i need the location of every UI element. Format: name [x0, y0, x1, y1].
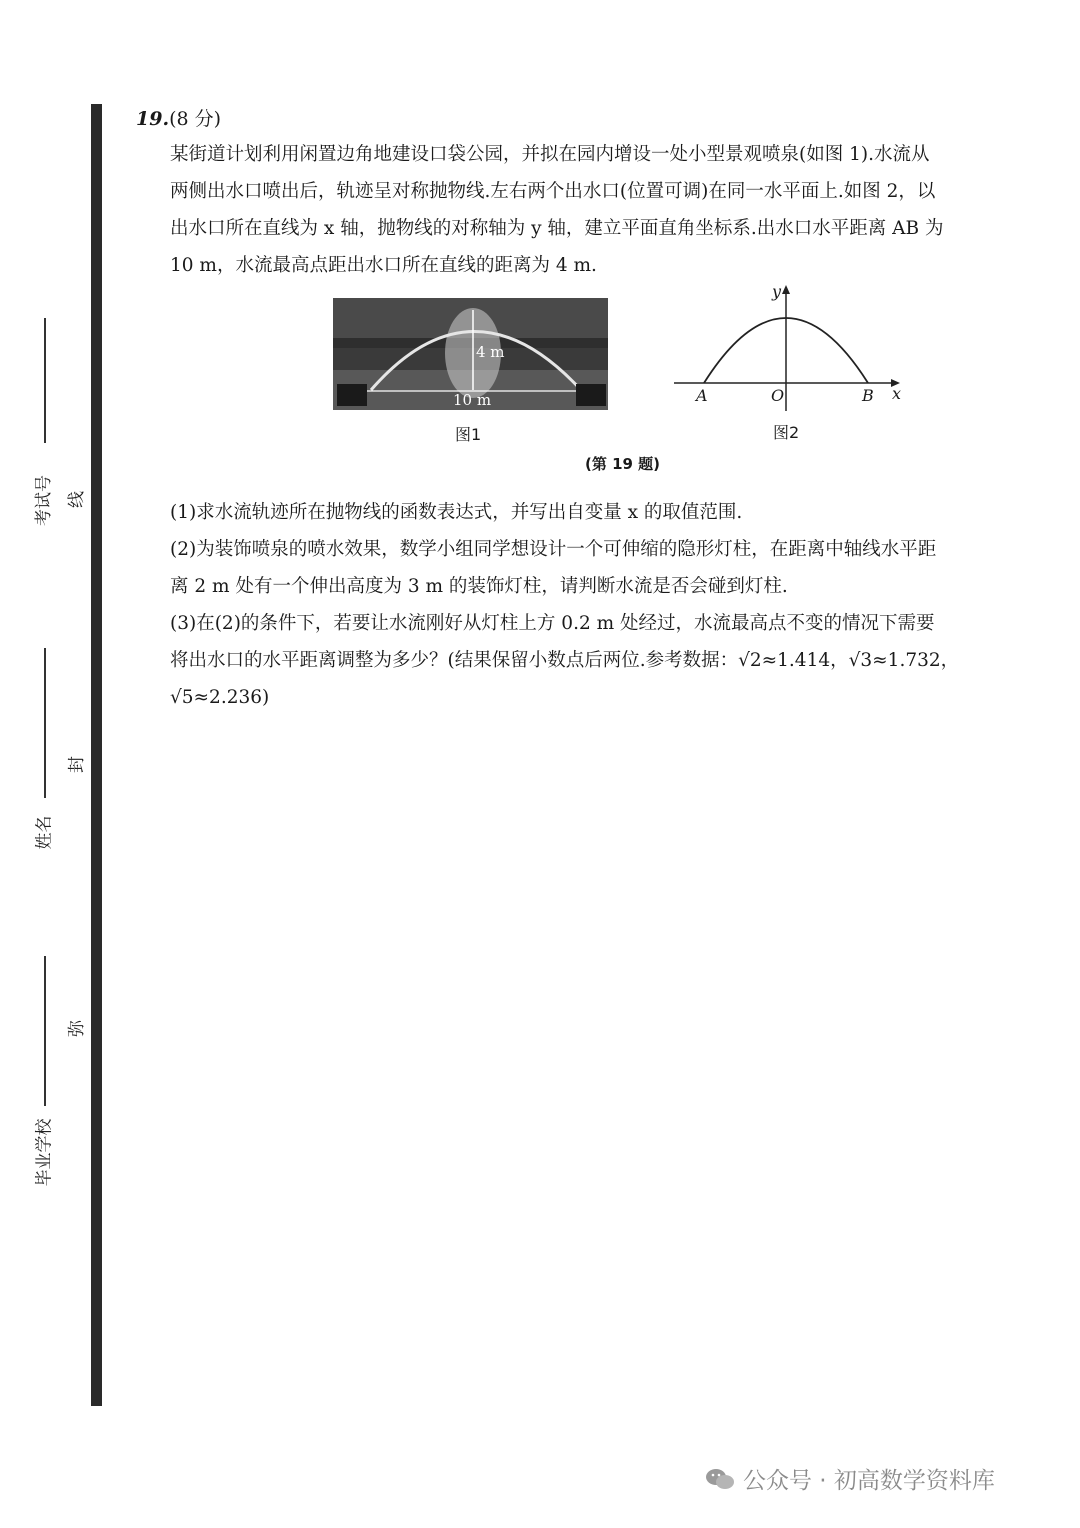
sub-question-3: (3)在(2)的条件下，若要让水流刚好从灯柱上方 0.2 m 处经过，水流最高点不变的情况下需要 — [170, 613, 935, 634]
exam-no-line — [44, 318, 46, 443]
question-points: (8 分) — [169, 108, 222, 130]
fig2-y-label: y — [772, 282, 782, 301]
sub-question-1: (1)求水流轨迹所在抛物线的函数表达式，并写出自变量 x 的取值范围. — [170, 502, 743, 523]
fig2-point-a: A — [696, 386, 708, 405]
question-stem — [170, 136, 1065, 284]
seal-line-char: 线 — [67, 491, 87, 508]
fig1-caption: 图1 — [455, 425, 482, 444]
wechat-icon — [705, 1467, 735, 1491]
exam-no-label: 考试号 — [34, 475, 54, 526]
sub-question-3-ref: √5≈2.236) — [170, 687, 270, 708]
sub-question-2-cont: 离 2 m 处有一个伸出高度为 3 m 的装饰灯柱，请判断水流是否会碰到灯柱. — [170, 576, 788, 597]
fig1-height-label: 4 m — [476, 343, 505, 361]
school-label: 毕业学校 — [34, 1118, 55, 1187]
watermark-text: 公众号 · 初高数学资料库 — [743, 1468, 995, 1494]
seal-mi-char: 弥 — [67, 1020, 87, 1037]
name-label: 姓名 — [34, 815, 55, 850]
sub-question-2: (2)为装饰喷泉的喷水效果，数学小组同学想设计一个可伸缩的隐形灯柱，在距离中轴线水平距 — [170, 539, 937, 560]
sub-question-3-cont: 将出水口的水平距离调整为多少？(结果保留小数点后两位.参考数据：√2≈1.414，√3≈1.732， — [170, 650, 960, 671]
school-line — [44, 956, 46, 1106]
question-header — [136, 104, 221, 131]
question-figure-caption: (第 19 题) — [585, 455, 661, 473]
seal-feng-char: 封 — [67, 756, 87, 773]
stem-line: 某街道计划利用闲置边角地建设口袋公园，并拟在园内增设一处小型景观喷泉(如图 1).水流从 — [170, 144, 930, 165]
stem-line: 两侧出水口喷出后，轨迹呈对称抛物线.左右两个出水口(位置可调)在同一水平面上.如图 2，以 — [170, 181, 936, 202]
name-line — [44, 648, 46, 798]
watermark — [705, 1462, 995, 1495]
fig2-point-b: B — [862, 386, 874, 405]
fig2-x-label: x — [892, 384, 902, 403]
stem-line: 10 m，水流最高点距出水口所在直线的距离为 4 m. — [170, 255, 597, 276]
binding-bar — [91, 104, 102, 1406]
fig2-origin: O — [771, 386, 785, 405]
fig1-width-label: 10 m — [453, 391, 492, 409]
fountain-photo — [333, 298, 608, 410]
question-number: 19. — [136, 108, 170, 130]
sub-questions — [170, 494, 1065, 716]
stem-line: 出水口所在直线为 x 轴，抛物线的对称轴为 y 轴，建立平面直角坐标系.出水口水平距离 AB 为 — [170, 218, 944, 239]
fig2-caption: 图2 — [773, 423, 800, 442]
